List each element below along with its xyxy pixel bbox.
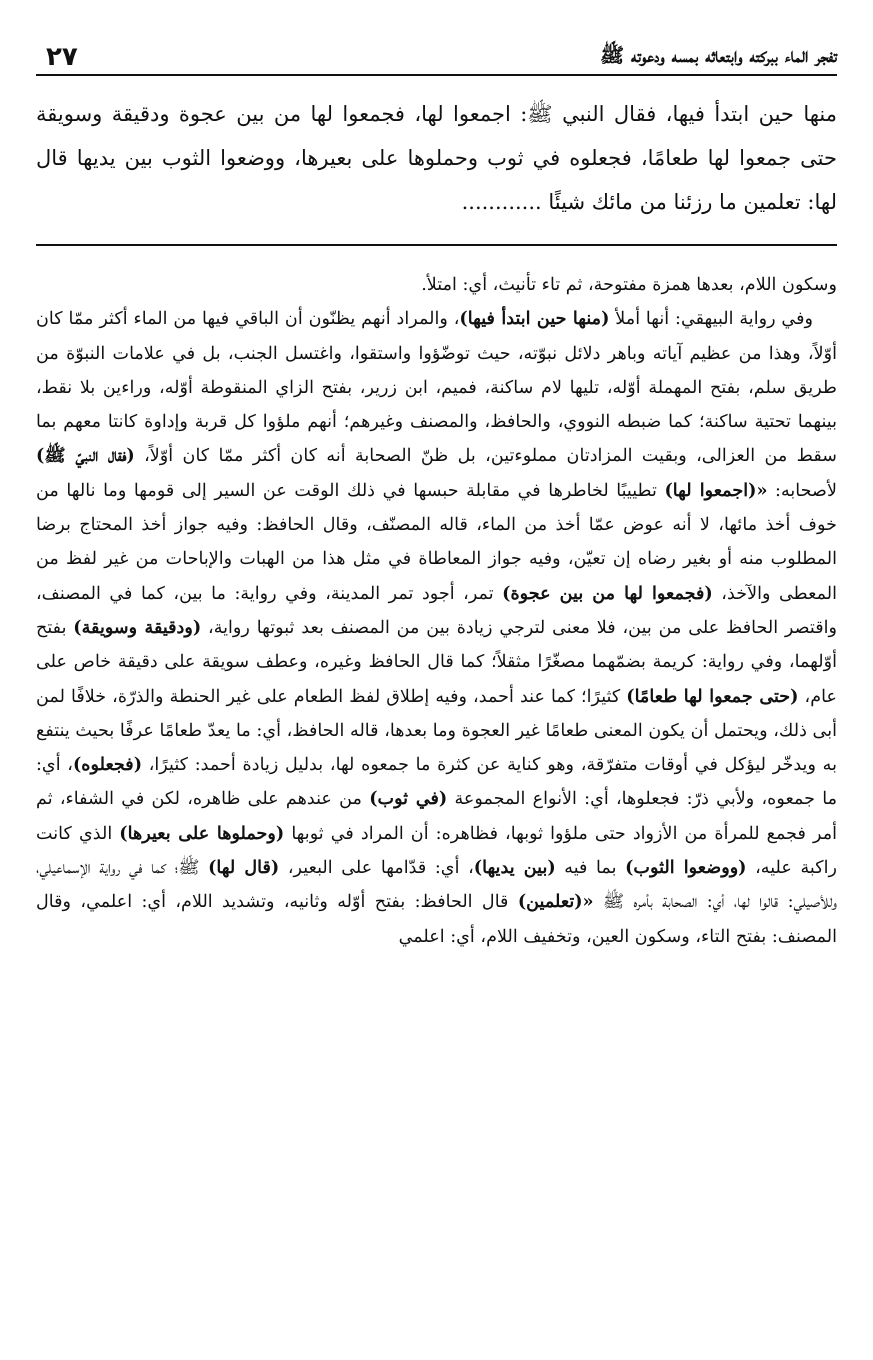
quoted-phrase: (ووضعوا الثوب) [625,857,747,879]
hadith-text [36,92,837,224]
commentary-text: الذي كانت راكبة عليه، [36,823,837,879]
page-number: ٢٧ [46,42,78,72]
quoted-phrase: (في ثوب) [369,788,448,810]
quoted-phrase: (حتى جمعوا لها طعامًا) [626,685,799,707]
quoted-phrase: «(اجمعوا لها) [664,479,768,501]
commentary-text: بفتح أوّلهما، وفي رواية: كريمة بضمّهما مصغّرًا مثقلاً؛ كما قال الحافظ وغيره، وعطف سويقة على دقيقة خاص على عام، [36,617,837,707]
quoted-phrase: (ودقيقة وسويقة) [73,616,202,638]
quoted-phrase: (قال لها) [208,857,280,879]
quoted-phrase: «(تعلمين) [517,891,594,913]
commentary [36,268,837,954]
quoted-phrase: (بين يديها) [473,857,556,879]
quoted-phrase: (منها حين ابتدأ فيها) [459,308,610,330]
commentary-text: ، أي: ما جمعوه، ولأبي ذرّ: فجعلوها، أي: الأنواع المجموعة [36,755,837,810]
commentary-text: ، والمراد أنهم يظنّون أن الباقي فيها من الماء أكثر ممّا كان أوّلاً، وهذا من عظيم آياته وباهر دلائل نبوّته، حيث توضّؤوا واستقوا، واغتسل الجنب، بل في علامات النبوّة من طريق سلم، بفتح المهملة أوّله، تليها لام ساكنة، فميم، ابن زرير، بفتح الزاي المنقوطة أوّله، وراءين بلا نقط، بينهما تحتية ساكنة؛ كما ضبطه النووي، والحافظ، والمصنف وغيرهم؛ أنهم ملؤوا كل قربة وإداوة كانتا معهم بما سقط من العزالى، وبقيت المزادتان مملوءتين، بل ظنّ الصحابة أنه كان أكثر ممّا كان أوّلاً، [36,309,837,467]
ellipsis-dots: ............ [461,190,542,214]
commentary-text: قال الحافظ: بفتح أوّله وثانيه، وتشديد اللام، أي: اعلمي، وقال المصنف: بفتح التاء، وسكون العين، وتخفيف اللام، أي: اعلمي [36,892,837,947]
commentary-text: ﷺ؛ كما في رواية الإسماعيلي، وللأصيلي: قالوا لها، أي: الصحابة بأمره ﷺ [36,858,838,913]
commentary-text: من عندهم على ظاهره، لكن في الشفاء، ثم أمر فجمع للمرأة من الأزواد حتى ملؤوا ثوبها، فظاهره: أن المراد في ثوبها [36,789,838,844]
commentary-text: ، أي: قدّامها على البعير، [279,858,474,879]
page-header [36,22,837,76]
commentary-text: وفي رواية البيهقي: أنها أملأ [609,309,813,330]
separator-rule [36,244,837,246]
commentary-text: كثيرًا؛ كما عند أحمد، وفيه إطلاق لفظ الطعام على غير الحنطة والذرّة، خلافًا لمن أبى ذلك، ويحتمل أن يكون المعنى طعامًا غير العجوة وما بعدها، قاله الحافظ، أي: ما يعدّ طعامًا عرفًا بحيث ينتفع به ويدخّر ليؤكل في أوقات متفرّقة، وهو كناية عن كثرة ما جمعوه لها، بدليل زيادة أحمد: كثيرًا، [36,686,837,776]
commentary-text: لأصحابه: [767,480,837,501]
quoted-phrase: (فجمعوا لها من بين عجوة) [502,582,713,604]
commentary-text: تطييبًا لخاطرها في مقابلة حبسها في ذلك الوقت عن السير إلى قومها وما نالها من خوف أخذ مائها، لا أنه عوض عمّا أخذ من الماء، قاله المصنّف، وقال الحافظ: وفيه جواز أخذ المحتاج برضا المطلوب منه أو بغير رضاه إن تعيّن، وفيه جواز المعاطاة في مثل هذا من الهبات والإباحات من غير لفظ من المعطى والآخذ، [36,480,837,604]
quoted-phrase: (فقال النبيّ ﷺ) [36,445,135,467]
commentary-paragraph [36,302,837,954]
hadith-body: منها حين ابتدأ فيها، فقال النبي ﷺ: اجمعوا لها، فجمعوا لها من بين عجوة ودقيقة وسويقة حتى جمعوا لها طعامًا، فجعلوه في ثوب وحملوها على بعيرها، ووضعوا الثوب بين يديها قال لها: تعلمين ما رزئنا من مائك شيئًا [36,102,837,214]
commentary-text: تمر، أجود تمر المدينة، وفي رواية: ما بين، كما في المصنف، واقتصر الحافظ على من بين، فلا معنى لترجي زيادة بين من المصنف بعد ثبوتها رواية، [36,583,837,638]
book-page [36,22,837,1340]
quoted-phrase: (وحملوها على بعيرها) [119,822,285,844]
quoted-phrase: (فجعلوه) [72,754,143,776]
running-title: تفجر الماء ببركته وابتعاثه بمسه ودعوته ﷺ [599,43,837,67]
commentary-text: بما فيه [555,858,626,879]
commentary-paragraph: وسكون اللام، بعدها همزة مفتوحة، ثم تاء تأنيث، أي: امتلأ. [421,275,837,295]
